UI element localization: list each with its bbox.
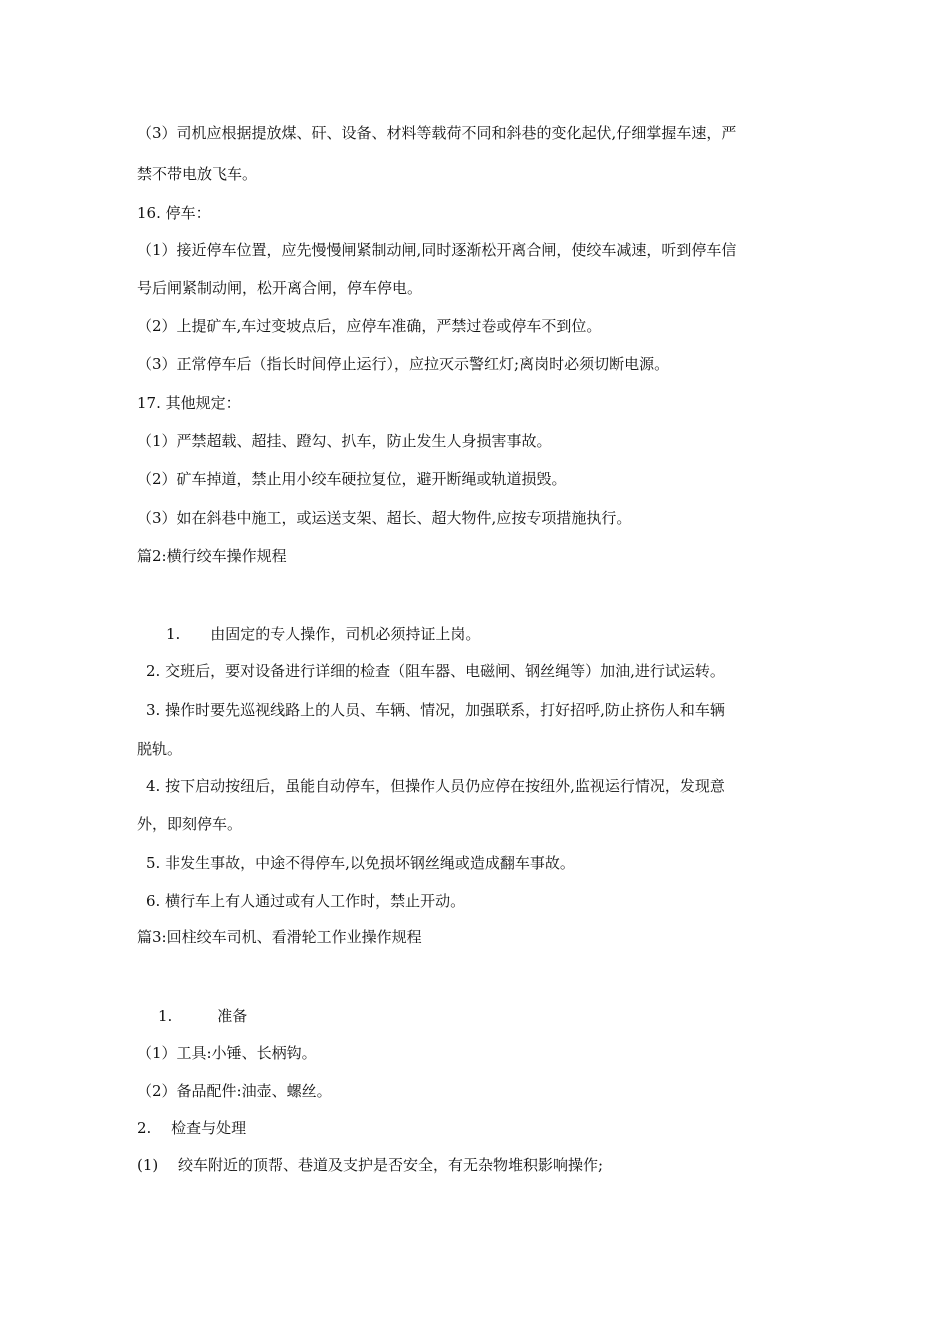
text-line: （1）工具:小锤、长柄钩。 <box>137 1044 317 1062</box>
text-line: （2）矿车掉道，禁止用小绞车硬拉复位，避开断绳或轨道损毁。 <box>137 470 567 488</box>
chapter-heading: 篇3:回柱绞车司机、看滑轮工作业操作规程 <box>137 928 422 946</box>
text-line: 号后闸紧制动闸，松开离合闸，停车停电。 <box>137 279 423 297</box>
text-line: (1) 绞车附近的顶帮、巷道及支护是否安全，有无杂物堆积影响操作; <box>137 1156 604 1174</box>
list-item: 4. 按下启动按纽后，虽能自动停车，但操作人员仍应停在按纽外,监视运行情况，发现意 <box>146 777 725 795</box>
text-line: 禁不带电放飞车。 <box>137 165 258 183</box>
text-line: （1）接近停车位置，应先慢慢闸紧制动闸,同时逐渐松开离合闸，使绞车减速，听到停车信 <box>137 241 737 259</box>
list-item: 2. 检查与处理 <box>137 1119 247 1137</box>
text-line: （1）严禁超载、超挂、蹬勾、扒车，防止发生人身损害事故。 <box>137 432 552 450</box>
list-item: 1. 准备 <box>158 1007 248 1025</box>
chapter-heading: 篇2:横行绞车操作规程 <box>137 547 287 565</box>
text-line: （2）备品配件:油壶、螺丝。 <box>137 1082 332 1100</box>
section-heading: 16. 停车： <box>137 204 211 222</box>
text-line: （3）正常停车后（指长时间停止运行），应拉灭示警红灯;离岗时必须切断电源。 <box>137 355 670 373</box>
section-heading: 17. 其他规定： <box>137 394 241 412</box>
list-item: 5. 非发生事故，中途不得停车,以免损坏钢丝绳或造成翻车事故。 <box>146 854 575 872</box>
text-line: 脱轨。 <box>137 740 183 758</box>
list-item: 2. 交班后，要对设备进行详细的检查（阻车器、电磁闸、钢丝绳等）加油,进行试运转。 <box>146 662 725 680</box>
list-item: 3. 操作时要先巡视线路上的人员、车辆、情况，加强联系，打好招呼,防止挤伤人和车辆 <box>146 701 725 719</box>
text-line: （2）上提矿车,车过变坡点后，应停车准确，严禁过卷或停车不到位。 <box>137 317 602 335</box>
text-line: 外，即刻停车。 <box>137 815 243 833</box>
list-item: 6. 横行车上有人通过或有人工作时，禁止开动。 <box>146 892 466 910</box>
text-line: （3）如在斜巷中施工，或运送支架、超长、超大物件,应按专项措施执行。 <box>137 509 632 527</box>
text-line: （3）司机应根据提放煤、矸、设备、材料等载荷不同和斜巷的变化起伏,仔细掌握车速，严 <box>137 124 737 142</box>
list-item: 1. 由固定的专人操作，司机必须持证上岗。 <box>166 625 481 643</box>
